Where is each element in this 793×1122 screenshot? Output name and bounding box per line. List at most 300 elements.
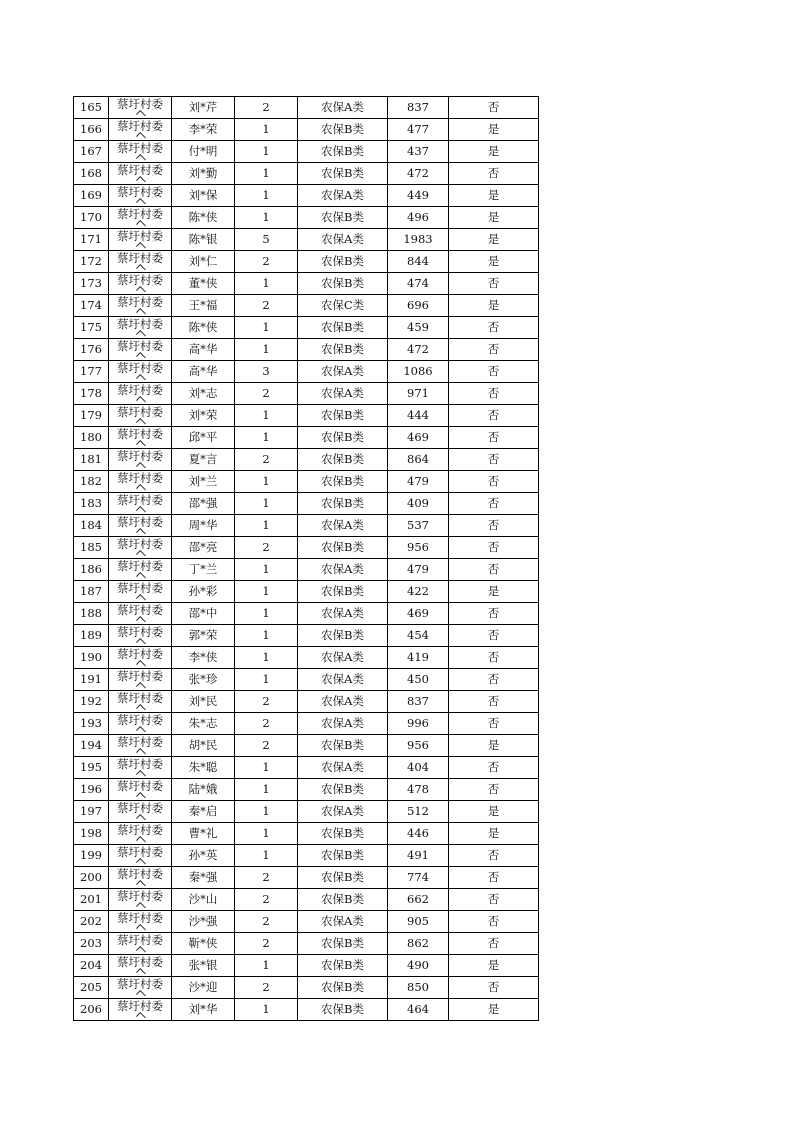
- cell-mark: [136, 528, 146, 536]
- village-committee-label: 蔡圩村委: [117, 845, 163, 859]
- row-number-cell: 193: [74, 713, 109, 735]
- insurance-type-cell: 农保B类: [298, 141, 388, 163]
- amount-cell: 491: [388, 845, 449, 867]
- yes-no-cell: 是: [449, 229, 539, 251]
- name-cell: 夏*言: [172, 449, 235, 471]
- table-row: [74, 493, 539, 515]
- village-committee-label: 蔡圩村委: [117, 955, 163, 969]
- insurance-type-cell: 农保A类: [298, 801, 388, 823]
- row-number-cell: 176: [74, 339, 109, 361]
- row-number-cell: 192: [74, 691, 109, 713]
- amount-cell: 956: [388, 537, 449, 559]
- yes-no-cell: 是: [449, 251, 539, 273]
- household-count-cell: 1: [235, 669, 298, 691]
- insurance-type-cell: 农保B类: [298, 581, 388, 603]
- village-committee-cell: [109, 603, 172, 625]
- row-number-cell: 179: [74, 405, 109, 427]
- amount-cell: 464: [388, 999, 449, 1021]
- yes-no-cell: 是: [449, 185, 539, 207]
- yes-no-cell: 否: [449, 559, 539, 581]
- amount-cell: 469: [388, 427, 449, 449]
- name-cell: 孙*英: [172, 845, 235, 867]
- name-cell: 刘*荣: [172, 405, 235, 427]
- row-number-cell: 169: [74, 185, 109, 207]
- insurance-type-cell: 农保B类: [298, 251, 388, 273]
- row-number-cell: 198: [74, 823, 109, 845]
- cell-mark: [136, 968, 146, 976]
- table-row: [74, 933, 539, 955]
- village-committee-label: 蔡圩村委: [117, 449, 163, 463]
- cell-mark: [136, 902, 146, 910]
- row-number-cell: 182: [74, 471, 109, 493]
- insurance-type-cell: 农保B类: [298, 405, 388, 427]
- household-count-cell: 1: [235, 647, 298, 669]
- village-committee-cell: [109, 119, 172, 141]
- yes-no-cell: 否: [449, 383, 539, 405]
- village-committee-cell: [109, 757, 172, 779]
- insurance-type-cell: 农保B类: [298, 735, 388, 757]
- household-count-cell: 1: [235, 339, 298, 361]
- name-cell: 高*华: [172, 361, 235, 383]
- name-cell: 曹*礼: [172, 823, 235, 845]
- table-row: [74, 977, 539, 999]
- cell-mark: [136, 616, 146, 624]
- cell-mark: [136, 132, 146, 140]
- name-cell: 陈*银: [172, 229, 235, 251]
- name-cell: 邱*平: [172, 427, 235, 449]
- village-committee-cell: [109, 317, 172, 339]
- amount-cell: 474: [388, 273, 449, 295]
- row-number-cell: 205: [74, 977, 109, 999]
- village-committee-label: 蔡圩村委: [117, 977, 163, 991]
- village-committee-cell: [109, 735, 172, 757]
- amount-cell: 696: [388, 295, 449, 317]
- yes-no-cell: 是: [449, 823, 539, 845]
- cell-mark: [136, 330, 146, 338]
- cell-mark: [136, 286, 146, 294]
- name-cell: 高*华: [172, 339, 235, 361]
- household-count-cell: 1: [235, 493, 298, 515]
- insurance-type-cell: 农保B类: [298, 493, 388, 515]
- village-committee-label: 蔡圩村委: [117, 141, 163, 155]
- row-number-cell: 170: [74, 207, 109, 229]
- cell-mark: [136, 682, 146, 690]
- village-committee-cell: [109, 251, 172, 273]
- household-count-cell: 2: [235, 867, 298, 889]
- name-cell: 周*华: [172, 515, 235, 537]
- name-cell: 邵*亮: [172, 537, 235, 559]
- village-committee-cell: [109, 647, 172, 669]
- amount-cell: 450: [388, 669, 449, 691]
- cell-mark: [136, 242, 146, 250]
- village-committee-cell: [109, 713, 172, 735]
- amount-cell: 479: [388, 471, 449, 493]
- household-count-cell: 2: [235, 691, 298, 713]
- village-committee-label: 蔡圩村委: [117, 383, 163, 397]
- village-committee-label: 蔡圩村委: [117, 515, 163, 529]
- cell-mark: [136, 814, 146, 822]
- household-count-cell: 2: [235, 713, 298, 735]
- table-row: [74, 537, 539, 559]
- row-number-cell: 183: [74, 493, 109, 515]
- table-row: [74, 383, 539, 405]
- amount-cell: 454: [388, 625, 449, 647]
- cell-mark: [136, 418, 146, 426]
- name-cell: 张*银: [172, 955, 235, 977]
- table-row: [74, 427, 539, 449]
- name-cell: 邵*强: [172, 493, 235, 515]
- name-cell: 沙*强: [172, 911, 235, 933]
- village-committee-label: 蔡圩村委: [117, 691, 163, 705]
- table-row: [74, 735, 539, 757]
- row-number-cell: 197: [74, 801, 109, 823]
- yes-no-cell: 否: [449, 163, 539, 185]
- insurance-type-cell: 农保A类: [298, 603, 388, 625]
- cell-mark: [136, 154, 146, 162]
- row-number-cell: 204: [74, 955, 109, 977]
- household-count-cell: 1: [235, 823, 298, 845]
- household-count-cell: 1: [235, 471, 298, 493]
- village-committee-label: 蔡圩村委: [117, 273, 163, 287]
- village-committee-label: 蔡圩村委: [117, 559, 163, 573]
- row-number-cell: 203: [74, 933, 109, 955]
- name-cell: 陈*侠: [172, 207, 235, 229]
- cell-mark: [136, 792, 146, 800]
- yes-no-cell: 是: [449, 801, 539, 823]
- insurance-type-cell: 农保A类: [298, 97, 388, 119]
- cell-mark: [136, 506, 146, 514]
- yes-no-cell: 否: [449, 603, 539, 625]
- row-number-cell: 189: [74, 625, 109, 647]
- table-row: [74, 669, 539, 691]
- row-number-cell: 186: [74, 559, 109, 581]
- insurance-type-cell: 农保A类: [298, 185, 388, 207]
- village-committee-label: 蔡圩村委: [117, 647, 163, 661]
- household-count-cell: 1: [235, 999, 298, 1021]
- yes-no-cell: 否: [449, 977, 539, 999]
- yes-no-cell: 否: [449, 405, 539, 427]
- yes-no-cell: 否: [449, 97, 539, 119]
- yes-no-cell: 否: [449, 933, 539, 955]
- amount-cell: 905: [388, 911, 449, 933]
- table-row: [74, 757, 539, 779]
- village-committee-cell: [109, 493, 172, 515]
- village-committee-cell: [109, 383, 172, 405]
- table-row: [74, 405, 539, 427]
- amount-cell: 837: [388, 97, 449, 119]
- amount-cell: 409: [388, 493, 449, 515]
- insurance-type-cell: 农保B类: [298, 163, 388, 185]
- row-number-cell: 177: [74, 361, 109, 383]
- yes-no-cell: 否: [449, 427, 539, 449]
- insurance-type-cell: 农保A类: [298, 713, 388, 735]
- yes-no-cell: 是: [449, 999, 539, 1021]
- amount-cell: 662: [388, 889, 449, 911]
- name-cell: 孙*彩: [172, 581, 235, 603]
- cell-mark: [136, 198, 146, 206]
- household-count-cell: 2: [235, 977, 298, 999]
- yes-no-cell: 否: [449, 273, 539, 295]
- village-committee-cell: [109, 933, 172, 955]
- yes-no-cell: 是: [449, 295, 539, 317]
- amount-cell: 537: [388, 515, 449, 537]
- household-count-cell: 1: [235, 427, 298, 449]
- amount-cell: 472: [388, 339, 449, 361]
- row-number-cell: 166: [74, 119, 109, 141]
- cell-mark: [136, 352, 146, 360]
- table-row: [74, 647, 539, 669]
- table-row: [74, 97, 539, 119]
- village-committee-cell: [109, 427, 172, 449]
- village-committee-label: 蔡圩村委: [117, 339, 163, 353]
- amount-cell: 774: [388, 867, 449, 889]
- table-row: [74, 185, 539, 207]
- table-row: [74, 361, 539, 383]
- table-row: [74, 581, 539, 603]
- village-committee-label: 蔡圩村委: [117, 735, 163, 749]
- household-count-cell: 2: [235, 383, 298, 405]
- household-count-cell: 2: [235, 295, 298, 317]
- village-committee-label: 蔡圩村委: [117, 361, 163, 375]
- cell-mark: [136, 572, 146, 580]
- name-cell: 李*荣: [172, 119, 235, 141]
- row-number-cell: 175: [74, 317, 109, 339]
- amount-cell: 956: [388, 735, 449, 757]
- cell-mark: [136, 550, 146, 558]
- household-count-cell: 3: [235, 361, 298, 383]
- row-number-cell: 187: [74, 581, 109, 603]
- village-committee-label: 蔡圩村委: [117, 185, 163, 199]
- amount-cell: 404: [388, 757, 449, 779]
- village-committee-cell: [109, 691, 172, 713]
- insurance-type-cell: 农保B类: [298, 273, 388, 295]
- yes-no-cell: 是: [449, 119, 539, 141]
- household-count-cell: 1: [235, 559, 298, 581]
- row-number-cell: 185: [74, 537, 109, 559]
- insurance-type-cell: 农保A类: [298, 911, 388, 933]
- household-count-cell: 1: [235, 163, 298, 185]
- row-number-cell: 202: [74, 911, 109, 933]
- row-number-cell: 173: [74, 273, 109, 295]
- village-committee-cell: [109, 207, 172, 229]
- amount-cell: 996: [388, 713, 449, 735]
- yes-no-cell: 是: [449, 207, 539, 229]
- table-row: [74, 515, 539, 537]
- table-row: [74, 955, 539, 977]
- name-cell: 沙*山: [172, 889, 235, 911]
- village-committee-label: 蔡圩村委: [117, 889, 163, 903]
- village-committee-cell: [109, 867, 172, 889]
- village-committee-label: 蔡圩村委: [117, 911, 163, 925]
- cell-mark: [136, 880, 146, 888]
- household-count-cell: 2: [235, 449, 298, 471]
- village-committee-cell: [109, 163, 172, 185]
- cell-mark: [136, 836, 146, 844]
- cell-mark: [136, 396, 146, 404]
- name-cell: 刘*志: [172, 383, 235, 405]
- name-cell: 李*侠: [172, 647, 235, 669]
- name-cell: 秦*启: [172, 801, 235, 823]
- household-count-cell: 2: [235, 735, 298, 757]
- name-cell: 张*珍: [172, 669, 235, 691]
- yes-no-cell: 否: [449, 515, 539, 537]
- row-number-cell: 171: [74, 229, 109, 251]
- insurance-type-cell: 农保B类: [298, 207, 388, 229]
- yes-no-cell: 否: [449, 867, 539, 889]
- village-committee-label: 蔡圩村委: [117, 713, 163, 727]
- village-committee-label: 蔡圩村委: [117, 581, 163, 595]
- table-row: [74, 317, 539, 339]
- row-number-cell: 206: [74, 999, 109, 1021]
- yes-no-cell: 否: [449, 493, 539, 515]
- insurance-type-cell: 农保B类: [298, 955, 388, 977]
- cell-mark: [136, 176, 146, 184]
- cell-mark: [136, 924, 146, 932]
- insurance-type-cell: 农保B类: [298, 471, 388, 493]
- insurance-type-cell: 农保A类: [298, 669, 388, 691]
- insurance-type-cell: 农保B类: [298, 889, 388, 911]
- name-cell: 刘*保: [172, 185, 235, 207]
- village-committee-cell: [109, 823, 172, 845]
- yes-no-cell: 否: [449, 647, 539, 669]
- village-committee-cell: [109, 889, 172, 911]
- cell-mark: [136, 726, 146, 734]
- yes-no-cell: 否: [449, 339, 539, 361]
- name-cell: 陆*娥: [172, 779, 235, 801]
- amount-cell: 1086: [388, 361, 449, 383]
- village-committee-label: 蔡圩村委: [117, 229, 163, 243]
- insurance-type-cell: 农保A类: [298, 757, 388, 779]
- household-count-cell: 2: [235, 251, 298, 273]
- cell-mark: [136, 110, 146, 118]
- amount-cell: 449: [388, 185, 449, 207]
- cell-mark: [136, 858, 146, 866]
- name-cell: 靳*侠: [172, 933, 235, 955]
- insurance-type-cell: 农保A类: [298, 647, 388, 669]
- yes-no-cell: 否: [449, 449, 539, 471]
- amount-cell: 971: [388, 383, 449, 405]
- household-count-cell: 1: [235, 515, 298, 537]
- yes-no-cell: 是: [449, 955, 539, 977]
- household-count-cell: 1: [235, 141, 298, 163]
- name-cell: 朱*志: [172, 713, 235, 735]
- village-committee-label: 蔡圩村委: [117, 801, 163, 815]
- village-committee-cell: [109, 141, 172, 163]
- name-cell: 刘*仁: [172, 251, 235, 273]
- village-committee-label: 蔡圩村委: [117, 295, 163, 309]
- village-committee-cell: [109, 999, 172, 1021]
- village-committee-cell: [109, 779, 172, 801]
- insurance-type-cell: 农保C类: [298, 295, 388, 317]
- table-row: [74, 867, 539, 889]
- village-committee-cell: [109, 185, 172, 207]
- household-count-cell: 1: [235, 405, 298, 427]
- village-committee-label: 蔡圩村委: [117, 493, 163, 507]
- village-committee-label: 蔡圩村委: [117, 207, 163, 221]
- yes-no-cell: 否: [449, 713, 539, 735]
- row-number-cell: 201: [74, 889, 109, 911]
- village-committee-label: 蔡圩村委: [117, 933, 163, 947]
- amount-cell: 478: [388, 779, 449, 801]
- insurance-type-cell: 农保A类: [298, 691, 388, 713]
- cell-mark: [136, 220, 146, 228]
- yes-no-cell: 是: [449, 141, 539, 163]
- yes-no-cell: 否: [449, 889, 539, 911]
- table-row: [74, 471, 539, 493]
- yes-no-cell: 是: [449, 735, 539, 757]
- village-committee-cell: [109, 229, 172, 251]
- amount-cell: 844: [388, 251, 449, 273]
- village-committee-label: 蔡圩村委: [117, 779, 163, 793]
- cell-mark: [136, 308, 146, 316]
- name-cell: 秦*强: [172, 867, 235, 889]
- household-count-cell: 1: [235, 317, 298, 339]
- row-number-cell: 196: [74, 779, 109, 801]
- insurance-type-cell: 农保B类: [298, 867, 388, 889]
- cell-mark: [136, 462, 146, 470]
- cell-mark: [136, 660, 146, 668]
- yes-no-cell: 否: [449, 471, 539, 493]
- household-count-cell: 1: [235, 625, 298, 647]
- name-cell: 付*明: [172, 141, 235, 163]
- name-cell: 王*福: [172, 295, 235, 317]
- village-committee-label: 蔡圩村委: [117, 471, 163, 485]
- row-number-cell: 188: [74, 603, 109, 625]
- insurance-type-cell: 农保B类: [298, 933, 388, 955]
- amount-cell: 444: [388, 405, 449, 427]
- roster-table: [73, 96, 539, 1021]
- yes-no-cell: 否: [449, 911, 539, 933]
- village-committee-label: 蔡圩村委: [117, 625, 163, 639]
- amount-cell: 864: [388, 449, 449, 471]
- table-row: [74, 559, 539, 581]
- insurance-type-cell: 农保A类: [298, 559, 388, 581]
- household-count-cell: 5: [235, 229, 298, 251]
- row-number-cell: 200: [74, 867, 109, 889]
- insurance-type-cell: 农保B类: [298, 427, 388, 449]
- household-count-cell: 1: [235, 207, 298, 229]
- table-row: [74, 625, 539, 647]
- cell-mark: [136, 440, 146, 448]
- household-count-cell: 1: [235, 273, 298, 295]
- village-committee-cell: [109, 405, 172, 427]
- cell-mark: [136, 770, 146, 778]
- row-number-cell: 190: [74, 647, 109, 669]
- table-row: [74, 119, 539, 141]
- village-committee-cell: [109, 273, 172, 295]
- name-cell: 朱*聪: [172, 757, 235, 779]
- village-committee-cell: [109, 559, 172, 581]
- village-committee-cell: [109, 515, 172, 537]
- village-committee-cell: [109, 97, 172, 119]
- household-count-cell: 1: [235, 603, 298, 625]
- cell-mark: [136, 1012, 146, 1020]
- household-count-cell: 1: [235, 779, 298, 801]
- amount-cell: 446: [388, 823, 449, 845]
- cell-mark: [136, 594, 146, 602]
- village-committee-cell: [109, 955, 172, 977]
- household-count-cell: 1: [235, 185, 298, 207]
- cell-mark: [136, 704, 146, 712]
- row-number-cell: 191: [74, 669, 109, 691]
- amount-cell: 477: [388, 119, 449, 141]
- insurance-type-cell: 农保B类: [298, 977, 388, 999]
- village-committee-label: 蔡圩村委: [117, 163, 163, 177]
- insurance-type-cell: 农保B类: [298, 625, 388, 647]
- household-count-cell: 1: [235, 801, 298, 823]
- household-count-cell: 1: [235, 845, 298, 867]
- table-row: [74, 141, 539, 163]
